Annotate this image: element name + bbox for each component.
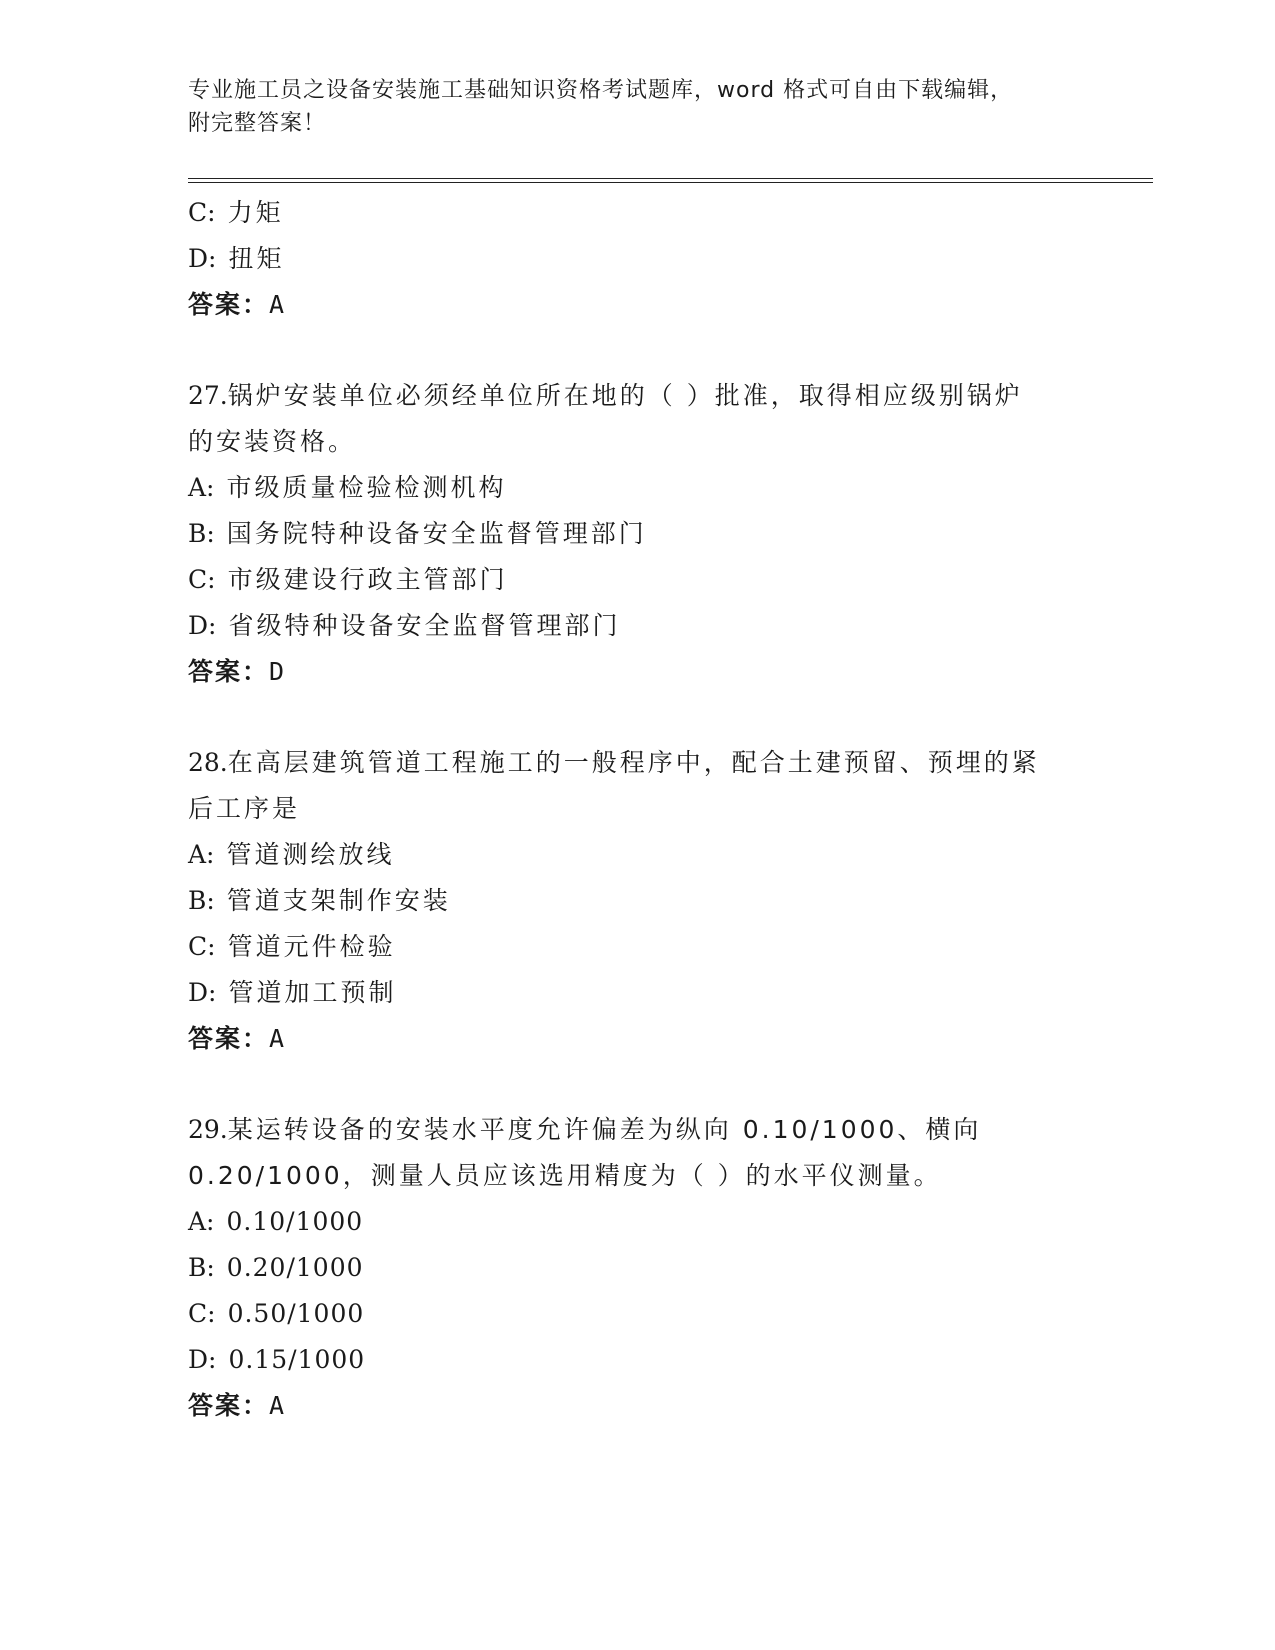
document-header (188, 74, 1088, 140)
option-a (188, 832, 1088, 878)
answer-label: 答案： (188, 1024, 270, 1053)
option-label: D: (188, 611, 217, 640)
option-label: A: (188, 840, 215, 869)
option-label: D: (188, 1345, 217, 1374)
header-rule-bottom (188, 182, 1153, 183)
option-b (188, 511, 1088, 557)
option-text: 管道支架制作安装 (226, 886, 451, 915)
option-c (188, 924, 1088, 970)
option-text: 力矩 (227, 198, 284, 227)
question-stem-line-2: 后工序是 (188, 794, 301, 823)
option-d (188, 970, 1088, 1016)
answer-value: A (269, 1391, 285, 1420)
option-d (188, 236, 1088, 282)
option-text: 扭矩 (228, 244, 285, 273)
option-b (188, 878, 1088, 924)
question-28 (188, 740, 1088, 1062)
option-text: 省级特种设备安全监督管理部门 (228, 611, 621, 640)
option-label: A: (188, 473, 215, 502)
answer-label: 答案： (188, 657, 270, 686)
option-text: 0.50/1000 (227, 1299, 365, 1328)
question-stem-line-1 (188, 740, 1088, 786)
answer-value: A (269, 1024, 285, 1053)
option-b (188, 1245, 1088, 1291)
answer-line (188, 1383, 1088, 1429)
question-29 (188, 1107, 1088, 1429)
answer-label: 答案： (188, 290, 270, 319)
header-line-2: 附完整答案！ (188, 111, 327, 136)
header-line-1: 专业施工员之设备安装施工基础知识资格考试题库，word 格式可自由下载编辑， (188, 78, 1014, 103)
option-text: 管道加工预制 (228, 978, 397, 1007)
option-text: 0.15/1000 (228, 1345, 366, 1374)
option-a (188, 1199, 1088, 1245)
answer-line (188, 282, 1088, 328)
question-26-tail (188, 190, 1088, 328)
option-text: 0.10/1000 (226, 1207, 364, 1236)
option-label: D: (188, 244, 217, 273)
option-label: B: (188, 1253, 215, 1282)
option-label: C: (188, 565, 216, 594)
option-text: 市级质量检验检测机构 (226, 473, 507, 502)
option-label: A: (188, 1207, 215, 1236)
option-label: B: (188, 519, 215, 548)
question-stem-line-1 (188, 373, 1088, 419)
option-c (188, 557, 1088, 603)
question-list (188, 190, 1088, 1429)
question-stem-line-1 (188, 1107, 1088, 1153)
answer-label: 答案： (188, 1391, 270, 1420)
option-c (188, 1291, 1088, 1337)
question-stem: 在高层建筑管道工程施工的一般程序中，配合土建预留、预埋的紧 (227, 748, 1040, 777)
question-number: 28. (188, 748, 228, 777)
question-number: 29. (188, 1115, 228, 1144)
question-stem-line-2: 0.20/1000，测量人员应该选用精度为（ ）的水平仪测量。 (188, 1161, 942, 1190)
option-label: B: (188, 886, 215, 915)
option-c (188, 190, 1088, 236)
option-d (188, 603, 1088, 649)
option-text: 管道测绘放线 (226, 840, 395, 869)
option-label: C: (188, 198, 216, 227)
question-stem-line-2: 的安装资格。 (188, 427, 357, 456)
option-label: C: (188, 932, 216, 961)
question-number: 27. (188, 381, 228, 410)
question-stem: 锅炉安装单位必须经单位所在地的（ ）批准，取得相应级别锅炉 (227, 381, 1023, 410)
header-rule-top (188, 178, 1153, 179)
option-d (188, 1337, 1088, 1383)
option-label: C: (188, 1299, 216, 1328)
option-text: 国务院特种设备安全监督管理部门 (226, 519, 647, 548)
answer-value: A (269, 290, 285, 319)
question-27 (188, 373, 1088, 695)
option-a (188, 465, 1088, 511)
answer-line (188, 1016, 1088, 1062)
option-text: 管道元件检验 (227, 932, 396, 961)
answer-value: D (269, 657, 285, 686)
option-text: 市级建设行政主管部门 (227, 565, 508, 594)
option-text: 0.20/1000 (226, 1253, 364, 1282)
option-label: D: (188, 978, 217, 1007)
answer-line (188, 649, 1088, 695)
question-stem: 某运转设备的安装水平度允许偏差为纵向 0.10/1000、横向 (227, 1115, 982, 1144)
